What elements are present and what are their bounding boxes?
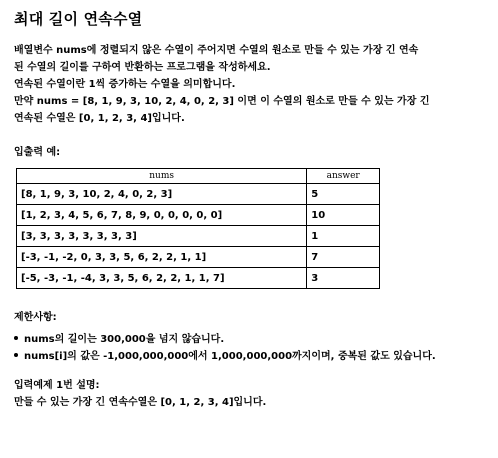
column-header-nums: nums: [17, 169, 307, 184]
constraint-text: nums[i]의 값은 -1,000,000,000에서 1,000,000,000까지이며, 중복된 값도 있습니다.: [24, 351, 436, 362]
description-line: 된 수열의 길이를 구하여 반환하는 프로그램을 작성하세요.: [14, 62, 271, 73]
table-header-row: [17, 169, 380, 184]
table-row: [17, 247, 380, 268]
nums-cell: [1, 2, 3, 4, 5, 6, 7, 8, 9, 0, 0, 0, 0, 0]: [17, 205, 307, 226]
answer-cell: 7: [307, 247, 380, 268]
constraint-text: nums의 길이는 300,000을 넘지 않습니다.: [24, 334, 225, 345]
constraints-heading: 제한사항:: [14, 312, 57, 323]
bullet-icon: [14, 353, 18, 357]
table-row: [17, 268, 380, 289]
constraint-item: [14, 347, 436, 362]
explanation-heading: 입력예제 1번 설명:: [14, 380, 100, 391]
bullet-icon: [14, 336, 18, 340]
page-title: 최대 길이 연속수열: [14, 10, 143, 28]
answer-cell: 3: [307, 268, 380, 289]
description-line: 연속된 수열은 [0, 1, 2, 3, 4]입니다.: [14, 113, 185, 124]
explanation-text: 만들 수 있는 가장 긴 연속수열은 [0, 1, 2, 3, 4]입니다.: [14, 397, 267, 408]
answer-cell: 1: [307, 226, 380, 247]
nums-cell: [3, 3, 3, 3, 3, 3, 3, 3]: [17, 226, 307, 247]
table-row: [17, 205, 380, 226]
answer-cell: 5: [307, 184, 380, 205]
nums-cell: [-3, -1, -2, 0, 3, 3, 5, 6, 2, 2, 1, 1]: [17, 247, 307, 268]
example-heading: 입출력 예:: [14, 147, 61, 158]
description-line: 만약 nums = [8, 1, 9, 3, 10, 2, 4, 0, 2, 3] 이면 이 수열의 원소로 만들 수 있는 가장 긴: [14, 96, 430, 107]
description-line: 연속된 수열이란 1씩 증가하는 수열을 의미합니다.: [14, 79, 236, 90]
column-header-answer: answer: [307, 169, 380, 184]
table-row: [17, 226, 380, 247]
nums-cell: [8, 1, 9, 3, 10, 2, 4, 0, 2, 3]: [17, 184, 307, 205]
example-table: [16, 168, 380, 289]
answer-cell: 10: [307, 205, 380, 226]
nums-cell: [-5, -3, -1, -4, 3, 3, 5, 6, 2, 2, 1, 1, 7]: [17, 268, 307, 289]
table-row: [17, 184, 380, 205]
description-line: 배열변수 nums에 정렬되지 않은 수열이 주어지면 수열의 원소로 만들 수 있는 가장 긴 연속: [14, 45, 419, 56]
constraint-item: [14, 330, 224, 345]
